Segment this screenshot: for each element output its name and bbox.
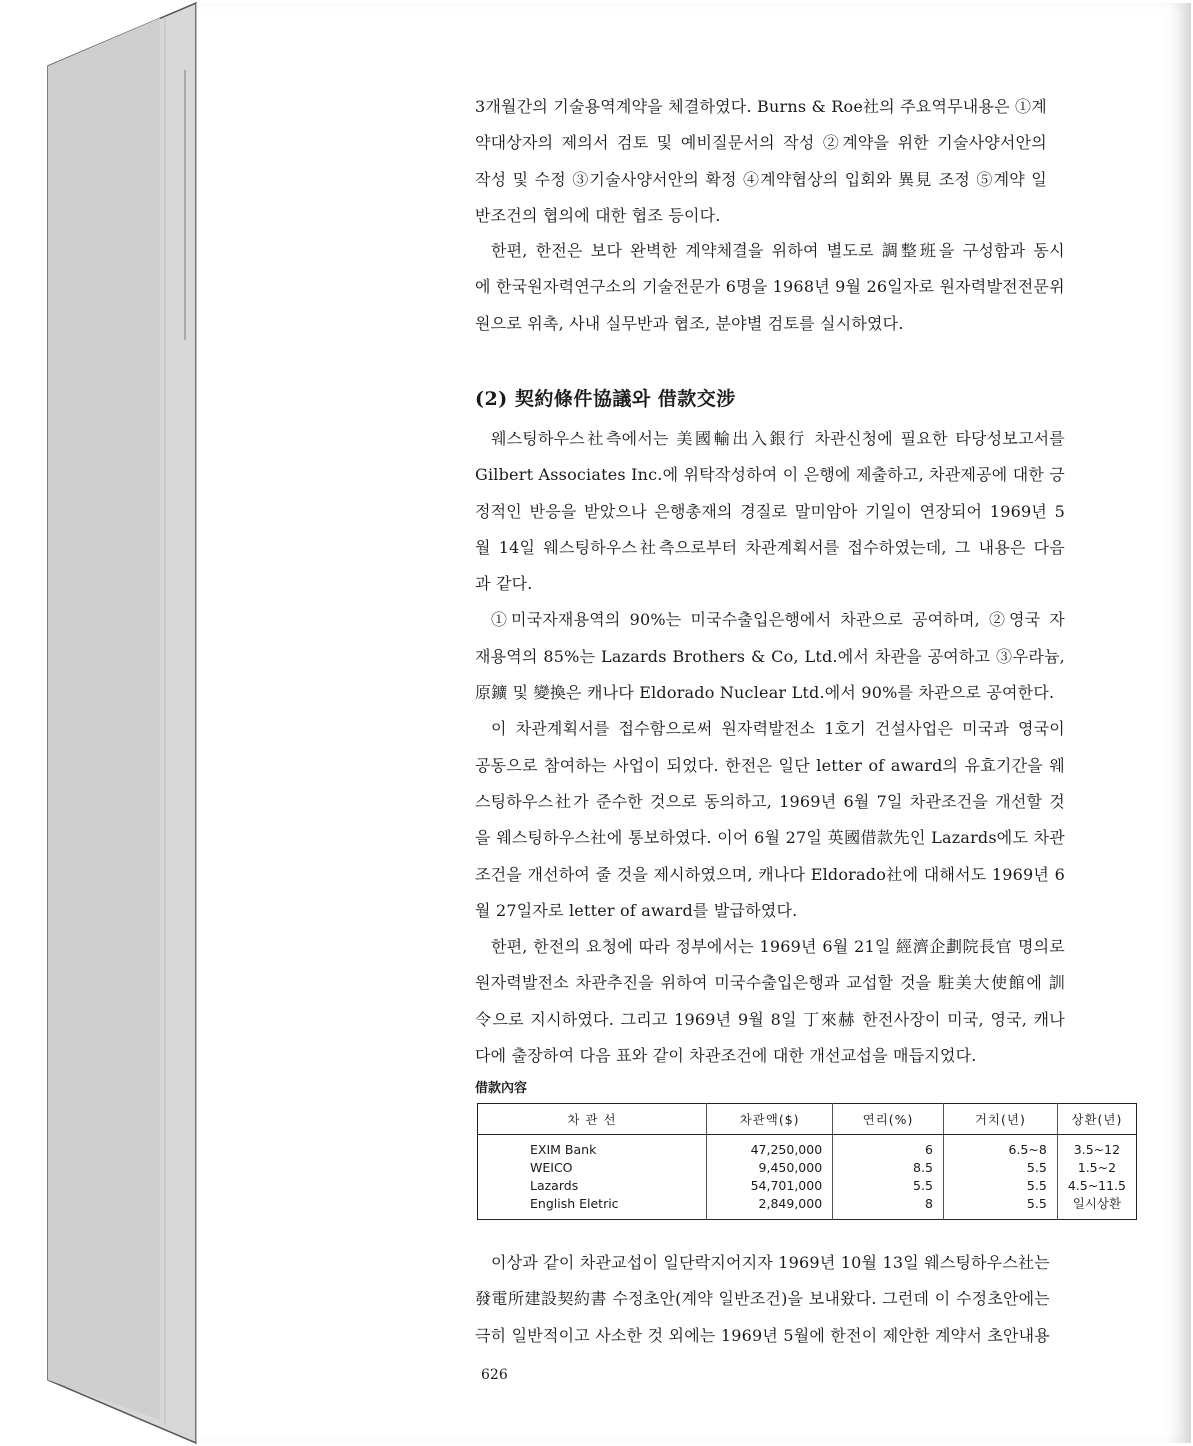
text-line: 다에 출장하여 다음 표와 같이 차관조건에 대한 개선교섭을 매듭지었다. [475, 1046, 977, 1066]
cell-rate: 6 8.5 5.5 8 [833, 1135, 944, 1220]
text-line: 한편, 한전은 보다 완벽한 계약체결을 위하여 별도로 調整班을 구성함과 동시 [491, 241, 1065, 260]
text-line: 반조건의 협의에 대한 협조 등이다. [475, 205, 721, 225]
text-line: 약대상자의 제의서 검토 및 예비질문서의 작성 ②계약을 위한 기술사양서안의 [475, 133, 1047, 153]
text-line: 원으로 위촉, 사내 실무반과 협조, 분야별 검토를 실시하였다. [475, 313, 904, 333]
text-line: 發電所建設契約書 수정초안(계약 일반조건)을 보내왔다. 그런데 이 수정초안에는 [475, 1289, 1050, 1309]
header-repay: 상환(년) [1057, 1104, 1136, 1135]
text-line: 원자력발전소 차관추진을 위하여 미국수출입은행과 교섭할 것을 駐美大使館에 訓 [475, 973, 1065, 993]
text-line: 조건을 개선하여 줄 것을 제시하였으며, 캐나다 Eldorado社에 대해서도 1969년 6 [475, 864, 1065, 884]
cell-grace: 6.5~8 5.5 5.5 5.5 [943, 1135, 1057, 1220]
table-header-row [478, 1104, 1137, 1135]
page-number: 626 [481, 1367, 508, 1383]
cell-repay: 3.5~12 1.5~2 4.5~11.5 일시상환 [1067, 1142, 1126, 1211]
cell-lender: EXIM Bank WEICO Lazards English Eletric [478, 1135, 707, 1220]
text-line: 작성 및 수정 ③기술사양서안의 확정 ④계약협상의 입회와 異見 조정 ⑤계약 일 [475, 169, 1047, 189]
loan-table [477, 1103, 1137, 1220]
text-line: 에 한국원자력연구소의 기술전문가 6명을 1968년 9월 26일자로 원자력발전전문위 [475, 277, 1065, 297]
text-line: 原鑛 및 變換은 캐나다 Eldorado Nuclear Ltd.에서 90%를 차관으로 공여한다. [475, 683, 1055, 703]
text-line: 월 27일자로 letter of award를 발급하였다. [475, 900, 798, 920]
closing-paragraph [475, 1245, 1050, 1354]
text-line: 令으로 지시하였다. 그리고 1969년 9월 8일 丁來赫 한전사장이 미국, 영국, 캐나 [475, 1009, 1065, 1029]
paragraph-2 [475, 233, 1065, 342]
text-line: 한편, 한전의 요청에 따라 정부에서는 1969년 6월 21일 經濟企劃院長官 명의로 [491, 937, 1065, 957]
text-line: 극히 일반적이고 사소한 것 외에는 1969년 5월에 한전이 제안한 계약서 초안내용 [475, 1325, 1050, 1345]
header-grace: 거치(년) [943, 1104, 1057, 1135]
text-line: 정적인 반응을 받았으나 은행총재의 경질로 말미암아 기일이 연장되어 1969년 5 [475, 501, 1065, 521]
text-line: 을 웨스팅하우스社에 통보하였다. 이어 6월 27일 英國借款先인 Lazards에도 차관 [475, 828, 1065, 848]
text-line: 공동으로 참여하는 사업이 되었다. 한전은 일단 letter of award의 유효기간을 웨 [475, 755, 1065, 775]
header-rate: 연리(%) [833, 1104, 944, 1135]
text-line: 과 같다. [475, 574, 533, 594]
table-title: 借款內容 [475, 1081, 528, 1096]
text-line: 재용역의 85%는 Lazards Brothers & Co, Ltd.에서 차관을 공여하고 ③우라늄, [475, 646, 1065, 666]
text-line: 월 14일 웨스팅하우스社측으로부터 차관계획서를 접수하였는데, 그 내용은 다음 [475, 537, 1065, 557]
table-row [478, 1135, 1137, 1220]
text-line: 이 차관계획서를 접수함으로써 원자력발전소 1호기 건설사업은 미국과 영국이 [491, 719, 1065, 739]
paragraph-1 [475, 89, 1047, 234]
section-heading: (2) 契約條件協議와 借款交涉 [475, 388, 736, 410]
cell-amount: 47,250,000 9,450,000 54,701,000 2,849,000 [707, 1135, 833, 1220]
text-line: 이상과 같이 차관교섭이 일단락지어지자 1969년 10월 13일 웨스팅하우스社는 [491, 1253, 1050, 1272]
text-line: 스팅하우스社가 준수한 것으로 동의하고, 1969년 6월 7일 차관조건을 개선할 것 [475, 791, 1065, 811]
header-lender: 차 관 선 [478, 1104, 707, 1135]
header-amount: 차관액($) [707, 1104, 833, 1135]
section-body [475, 421, 1065, 1074]
text-line: ①미국자재용역의 90%는 미국수출입은행에서 차관으로 공여하며, ②영국 자 [491, 610, 1065, 630]
text-line: Gilbert Associates Inc.에 위탁작성하여 이 은행에 제출하고, 차관제공에 대한 긍 [475, 465, 1065, 485]
document-page [196, 3, 1191, 1443]
text-line: 웨스팅하우스社측에서는 美國輸出入銀行 차관신청에 필요한 타당성보고서를 [491, 429, 1065, 448]
text-line: 3개월간의 기술용역계약을 체결하였다. Burns & Roe社의 주요역무내용은 ①계 [475, 97, 1047, 116]
